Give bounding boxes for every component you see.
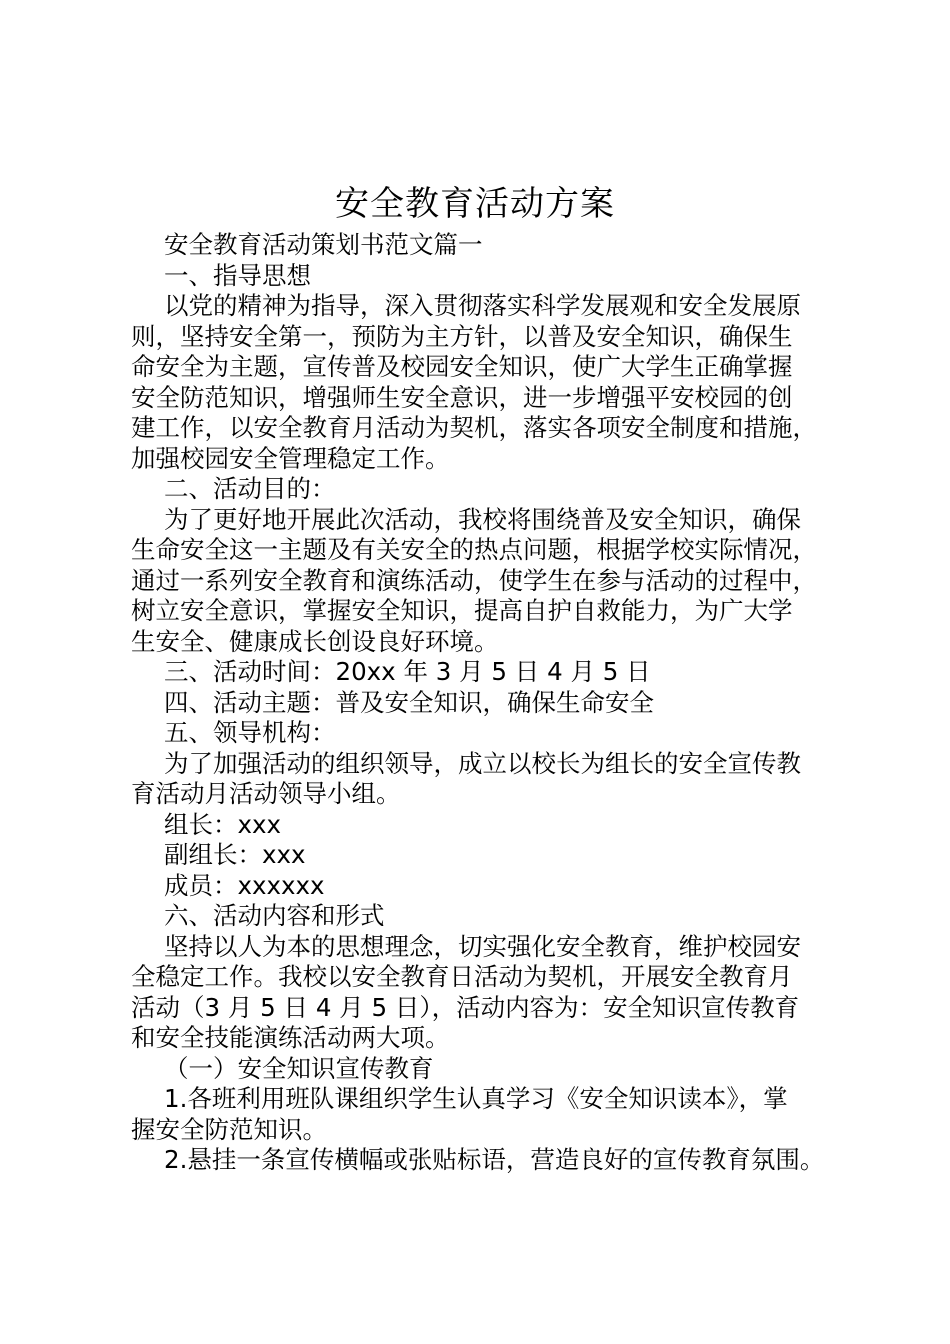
paragraph-line: 生命安全这一主题及有关安全的热点问题，根据学校实际情况， — [131, 535, 817, 564]
paragraph-line: 树立安全意识，掌握安全知识，提高自护自救能力，为广大学 — [131, 596, 793, 625]
subsection-heading: （一）安全知识宣传教育 — [164, 1053, 434, 1083]
paragraph-line: 则，坚持安全第一，预防为主方针，以普及安全知识，确保生 — [131, 321, 793, 351]
list-item-line: 握安全防范知识。 — [131, 1114, 327, 1144]
section-heading: 三、活动时间：20xx 年 3 月 5 日 4 月 5 日 — [164, 657, 651, 686]
paragraph-line: 以党的精神为指导，深入贯彻落实科学发展观和安全发展原 — [164, 291, 801, 320]
paragraph-line: 通过一系列安全教育和演练活动，使学生在参与活动的过程中， — [131, 565, 817, 595]
section-heading: 四、活动主题：普及安全知识，确保生命安全 — [164, 687, 654, 717]
paragraph-line: 命安全为主题，宣传普及校园安全知识，使广大学生正确掌握 — [131, 352, 793, 381]
paragraph-line: 为了加强活动的组织领导，成立以校长为组长的安全宣传教 — [164, 748, 801, 778]
paragraph-line: 全稳定工作。我校以安全教育日活动为契机，开展安全教育月 — [131, 962, 793, 991]
list-item-line: 1.各班利用班队课组织学生认真学习《安全知识读本》，掌 — [164, 1084, 788, 1113]
member-line: 组长：xxx — [164, 809, 281, 839]
paragraph-line: 为了更好地开展此次活动，我校将围绕普及安全知识，确保 — [164, 504, 801, 534]
paragraph-line: 坚持以人为本的思想理念，切实强化安全教育，维护校园安 — [164, 931, 801, 961]
paragraph-line: 生安全、健康成长创设良好环境。 — [131, 626, 499, 656]
paragraph-line: 和安全技能演练活动两大项。 — [131, 1023, 450, 1052]
paragraph-line: 安全防范知识，增强师生安全意识，进一步增强平安校园的创 — [131, 382, 793, 412]
subtitle-line: 安全教育活动策划书范文篇一 — [164, 230, 483, 259]
document-title: 安全教育活动方案 — [335, 184, 615, 224]
paragraph-line: 建工作，以安全教育月活动为契机，落实各项安全制度和措施， — [131, 413, 817, 442]
paragraph-line: 活动（3 月 5 日 4 月 5 日），活动内容为：安全知识宣传教育 — [131, 992, 800, 1022]
section-heading: 六、活动内容和形式 — [164, 901, 385, 930]
section-heading: 一、指导思想 — [164, 260, 311, 290]
paragraph-line: 育活动月活动领导小组。 — [131, 779, 401, 808]
paragraph-line: 加强校园安全管理稳定工作。 — [131, 443, 450, 473]
section-heading: 五、领导机构： — [164, 718, 336, 747]
list-item-line: 2.悬挂一条宣传横幅或张贴标语，营造良好的宣传教育氛围。 — [164, 1145, 825, 1174]
document-body — [131, 230, 843, 1176]
member-line: 副组长：xxx — [164, 840, 306, 869]
member-line: 成员：xxxxxx — [164, 870, 325, 900]
section-heading: 二、活动目的： — [164, 474, 336, 503]
